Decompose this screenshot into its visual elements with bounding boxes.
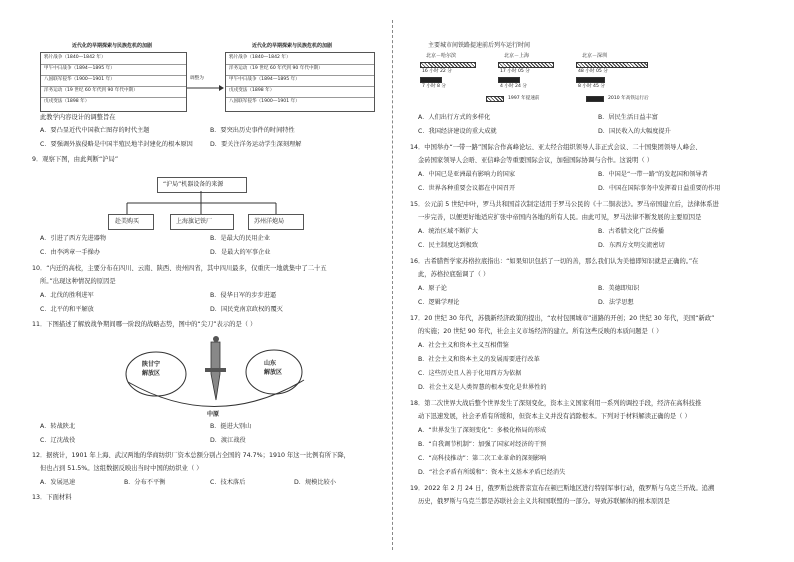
question-9-stem: 9．观察下图，由此判断“沪局”	[32, 156, 119, 163]
bar-before	[420, 62, 476, 68]
option[interactable]: D．法学思想	[598, 299, 634, 306]
arrow-label: 调整为	[190, 76, 204, 81]
option[interactable]: B．社会主义和资本主义的发展需要进行改革	[418, 356, 540, 363]
option[interactable]: B．挺进大别山	[210, 423, 252, 430]
legend-swatch	[586, 96, 604, 102]
option[interactable]: C．技术落后	[210, 479, 246, 486]
column-divider	[392, 20, 393, 550]
table-left-title: 近代化的早期探索与民族危机的加剧	[72, 43, 153, 49]
bar-before	[576, 62, 648, 68]
option[interactable]: C．这些历史且人善于化用西方为依据	[418, 370, 522, 377]
question-15-line: 一步完善，以便更好地适应扩张中帝国内各地的所有人民。由此可见，罗马法律不断发展的主要原因是	[418, 214, 702, 221]
diagram-box-label: 赴美购买	[115, 218, 140, 225]
question-18-line: 动下迅速发展，社会矛盾有所缓和，但资本主义并没有消除根本。下列对于材料解读正确的是（ ）	[418, 413, 691, 420]
route-name: 北京－哈尔滨	[426, 53, 457, 59]
question-16-line: 此，苏格拉底强调了（ ）	[418, 271, 490, 278]
table-right-row: 戊戌变法（1898 年）	[229, 88, 275, 93]
option[interactable]: D．国民党南京政权的覆灭	[210, 306, 283, 313]
question-17-line: 的实施；20 世纪 90 年代，社会主义市场经济的建立。所有这些反映的本质问题是（ ）	[418, 328, 663, 335]
question-13-stem: 13．下面材料	[32, 494, 72, 501]
diagram-top-label: “沪局”机器设备的来源	[163, 181, 224, 188]
option[interactable]: B．中国是“一带一路”的发起国和领导者	[598, 171, 708, 178]
option[interactable]: C．“高科技推动”：第二次工业革命的深刻影响	[418, 455, 547, 462]
option[interactable]: C．世界各种重要会议都在中国召开	[418, 185, 516, 192]
option[interactable]: C．由李鸿章一手操办	[40, 249, 101, 256]
table-right-row: 鸦片战争（1840—1842 年）	[229, 55, 291, 60]
diagram-box-label: 上海旗记铁厂	[176, 218, 213, 225]
option[interactable]: B．“自我调节机制”：加强了国家对经济的干预	[418, 441, 547, 448]
option[interactable]: B．分布不平衡	[124, 479, 166, 486]
option[interactable]: C．要强调外族侵略是中国半殖民地半封建化的根本原因	[40, 141, 193, 148]
route-name: 北京－深圳	[582, 53, 608, 59]
question-10-line: 所。”出现这种情况的原因是	[40, 278, 116, 285]
option[interactable]: B．居民生活日益丰富	[598, 114, 658, 121]
question-19-line: 19．2022 年 2 月 24 日，俄罗斯总统普京宣布在顿巴斯地区进行特别军事行动，俄罗斯与乌克兰开战。追溯	[410, 485, 715, 492]
option[interactable]: B．侵华日军的步步进逼	[210, 292, 277, 299]
question-12-line: 12．据统计，1901 年上海、武汉两地的华商纺织厂资本总额分别占全国的 74.7%；1910 年这一比例有所下降，	[32, 452, 350, 459]
map-label-bottom: 中原	[207, 411, 220, 418]
option[interactable]: A．引进了西方先进器物	[40, 235, 107, 242]
option[interactable]: D．要关注洋务运动学生深刻理解	[210, 141, 302, 148]
before-label: 16 小时 22 分	[422, 69, 452, 74]
table-left-row: 八国联军侵华（1900—1901 年）	[44, 77, 115, 82]
rail-chart	[420, 52, 760, 122]
option[interactable]: D．东西方文明交流密切	[598, 242, 665, 249]
question-15-line: 15．公元前 5 世纪中叶，罗马共和国首次制定适用于罗马公民的《十二铜表法》。罗马帝国建立后，法律体系进	[410, 201, 719, 208]
diagram-box	[108, 214, 154, 230]
before-label: 17 小时 05 分	[500, 69, 530, 74]
option[interactable]: B．是最大的民用企业	[210, 235, 270, 242]
table-right-title: 近代化的早期探索与民族危机的加剧	[252, 43, 333, 49]
table-right-row: 八国联军侵华（1900—1901 年）	[229, 99, 300, 104]
question-8-stem: 此教学内容设计的调整旨在	[40, 114, 116, 121]
question-14-line: 14．中国举办“一带一路”国际合作高峰论坛、亚太经合组织领导人非正式会议、二十国集团领导人峰会、	[410, 144, 702, 151]
chart-title: 主要城市间铁路提速前后列车运行时间	[428, 42, 531, 49]
diagram-box-label: 苏州洋炮局	[254, 218, 285, 225]
after-label: 4 小时 24 分	[500, 84, 527, 89]
option[interactable]: C．辽沈战役	[40, 437, 76, 444]
option[interactable]: A．转战陕北	[40, 423, 76, 430]
option[interactable]: C．北平的和平解放	[40, 306, 94, 313]
option[interactable]: C．民主制度达到极致	[418, 242, 479, 249]
question-12-line: 但也占到 51.5%。这组数据反映出当时中国的纺织业（ ）	[40, 465, 203, 472]
option[interactable]: B．古希腊文化广泛传播	[598, 228, 665, 235]
bar-after	[576, 77, 605, 83]
option[interactable]: A．社会主义和资本主义互相借鉴	[418, 342, 509, 349]
option[interactable]: A．统治区域不断扩大	[418, 228, 478, 235]
option[interactable]: A．北伐的胜利进军	[40, 292, 94, 299]
legend-swatch	[486, 96, 504, 102]
option[interactable]: A．人们出行方式的多样化	[418, 114, 491, 121]
option[interactable]: D．规模比较小	[294, 479, 336, 486]
legend-label: 2010 年高铁运行后	[608, 96, 649, 101]
option[interactable]: C．我国经济建设的重大成就	[418, 128, 497, 135]
map-label-right: 山东	[264, 360, 277, 367]
map-label-right: 解放区	[264, 369, 283, 376]
table-left-row: 鸦片战争（1840—1842 年）	[44, 55, 106, 60]
right-column	[410, 34, 762, 554]
arrow-icon	[185, 84, 225, 92]
option[interactable]: A．中国已是亚洲最有影响力的国家	[418, 171, 516, 178]
question-14-line: 金砖国家领导人会晤、亚信峰会等重要国际会议，加强国际协调与合作。这说明（ ）	[418, 157, 653, 164]
route-name: 北京－上海	[504, 53, 530, 59]
option[interactable]: B．美德即知识	[598, 285, 640, 292]
table-left-row: 洋务运动（19 世纪 60 年代到 90 年代中期）	[44, 88, 138, 93]
diagram-box	[170, 214, 234, 230]
option[interactable]: D．国民收入的大幅度提升	[598, 128, 671, 135]
table-left	[40, 52, 187, 112]
option[interactable]: A．“世界发生了深刻变化”：多极化格局的形成	[418, 427, 547, 434]
option[interactable]: D．是最大的军事企业	[210, 249, 271, 256]
table-right-row: 洋务运动（19 世纪 60 年代到 90 年代中期）	[229, 66, 323, 71]
option[interactable]: D．社会主义是人类智慧的根本变化是世界性的	[418, 384, 547, 391]
table-right	[225, 52, 375, 112]
question-10-line: 10．“内迁的高校，主要分布在四川、云南、陕西、贵州四省，其中四川最多，仅重庆一地就集中了二十五	[32, 265, 327, 272]
table-right-row: 甲午中日战争（1894—1895 年）	[229, 77, 300, 82]
diagram-box	[248, 214, 304, 230]
table-left-row: 甲午中日战争（1894—1895 年）	[44, 66, 115, 71]
question-19-line: 历史，俄罗斯与乌克兰都是苏联社会主义共和国联盟的一部分。导致苏联解体的根本原因是	[418, 498, 670, 505]
question-11-stem: 11．下图描述了解放战争期间哪一阶段的战略态势，图中的“尖刀”表示的是（ ）	[32, 321, 257, 328]
map-label-left: 陕甘宁	[142, 361, 161, 368]
left-column	[32, 34, 377, 554]
bar-after	[420, 77, 442, 83]
option[interactable]: D．渡江战役	[210, 437, 246, 444]
option[interactable]: C．逻辑学理论	[418, 299, 460, 306]
before-label: 48 小时 05 分	[578, 69, 608, 74]
bar-before	[498, 62, 554, 68]
question-16-line: 16．古希腊哲学家苏格拉底指出：“如果知识包括了一切的善，那么我们认为美德即知识就是正确的。”在	[410, 258, 699, 265]
after-label: 8 小时 45 分	[578, 84, 605, 89]
question-17-line: 17．20 世纪 30 年代，苏俄新经济政策的提出，“农村包围城市”道路的开创；20 世纪 30 年代，美国“新政”	[410, 315, 715, 322]
table-left-row: 戊戌变法（1898 年）	[44, 99, 90, 104]
option[interactable]: A．发展迅速	[40, 479, 76, 486]
option[interactable]: D．中国在国际事务中发挥着日益重要的作用	[598, 185, 721, 192]
option[interactable]: B．要突出历史事件的时间特性	[210, 127, 295, 134]
question-18-line: 18．第二次世界大战后整个世界发生了深刻变化，资本主义国家利用一系列的调控手段，经济在高科技推	[410, 400, 702, 407]
legend-label: 1997 年提速前	[508, 96, 540, 101]
option[interactable]: D．“社会矛盾有所缓和”：资本主义基本矛盾已经消失	[418, 469, 566, 476]
option[interactable]: A．原子论	[418, 285, 447, 292]
map-label-left: 解放区	[142, 370, 161, 377]
after-label: 7 小时 8 分	[422, 84, 447, 89]
bar-after	[498, 77, 520, 83]
option[interactable]: A．要凸显近代中国救亡图存的时代主题	[40, 127, 150, 134]
